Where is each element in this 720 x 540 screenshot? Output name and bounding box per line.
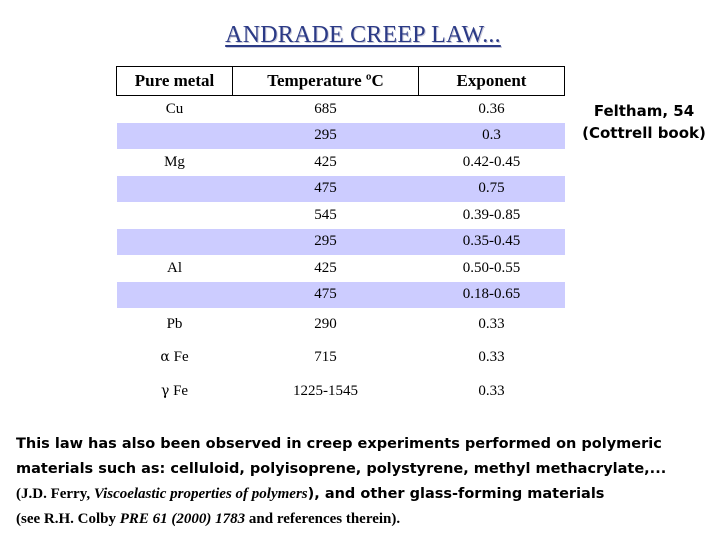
metal-name: Fe [173,349,189,365]
metal-cell [117,176,233,203]
source-note-line2: (Cottrell book) [582,124,706,142]
exponent-cell: 0.33 [419,308,565,341]
exponent-cell: 0.39-0.85 [419,202,565,229]
table-row [117,374,565,408]
metal-cell: Mg [117,149,233,176]
temperature-cell: 425 [233,149,419,176]
metal-cell: Pb [117,308,233,341]
body-paragraph [16,432,716,532]
exponent-cell: 0.3 [419,123,565,150]
header-exponent: Exponent [419,67,565,96]
alpha-symbol: α [160,349,170,365]
page-title: ANDRADE CREEP LAW... [225,22,501,48]
exponent-cell: 0.35-0.45 [419,229,565,256]
metal-cell: Cu [117,96,233,123]
table-row [117,123,565,150]
exponent-cell: 0.42-0.45 [419,149,565,176]
colby-reference-journal: PRE 61 (2000) 1783 [119,511,246,527]
ferry-reference-suffix: ) [307,486,315,502]
table-row [117,176,565,203]
metal-cell [117,123,233,150]
source-note-line1: Feltham, 54 [593,102,695,120]
paragraph-text-continued: , and other glass-forming materials [314,486,605,502]
exponent-cell: 0.33 [419,374,565,408]
table-row [117,149,565,176]
creep-exponent-table [116,66,565,408]
temperature-cell: 475 [233,176,419,203]
exponent-cell: 0.36 [419,96,565,123]
header-pure-metal: Pure metal [117,67,233,96]
metal-cell [117,341,233,374]
exponent-cell: 0.50-0.55 [419,255,565,282]
metal-cell: Al [117,255,233,282]
temperature-cell: 475 [233,282,419,309]
paragraph-text: This law has also been observed in creep experiments performed on polymeric materials such as: celluloid, polyisoprene, polystyrene, methyl methacrylate,... [16,436,667,477]
exponent-cell: 0.75 [419,176,565,203]
metal-name: Fe [173,382,189,399]
temperature-cell: 425 [233,255,419,282]
table-row [117,255,565,282]
temperature-cell: 545 [233,202,419,229]
table-header-row [117,67,565,96]
temperature-cell: 1225-1545 [233,374,419,408]
table-row [117,96,565,123]
gamma-symbol: γ [160,382,170,399]
table-row [117,341,565,374]
metal-cell [117,282,233,309]
colby-reference-suffix: and references therein). [245,511,401,527]
table-row [117,202,565,229]
table-row [117,282,565,309]
table-row [117,308,565,341]
metal-cell [117,374,233,408]
source-note [576,100,712,144]
metal-cell [117,229,233,256]
exponent-cell: 0.18-0.65 [419,282,565,309]
table-row [117,229,565,256]
temperature-cell: 295 [233,123,419,150]
ferry-reference-title: Viscoelastic properties of polymers [93,486,308,502]
temperature-cell: 290 [233,308,419,341]
metal-cell [117,202,233,229]
exponent-cell: 0.33 [419,341,565,374]
temperature-cell: 685 [233,96,419,123]
colby-reference-prefix: (see R.H. Colby [16,511,120,527]
header-temperature: Temperature ºC [233,67,419,96]
ferry-reference-prefix: (J.D. Ferry, [16,486,94,502]
temperature-cell: 715 [233,341,419,374]
temperature-cell: 295 [233,229,419,256]
